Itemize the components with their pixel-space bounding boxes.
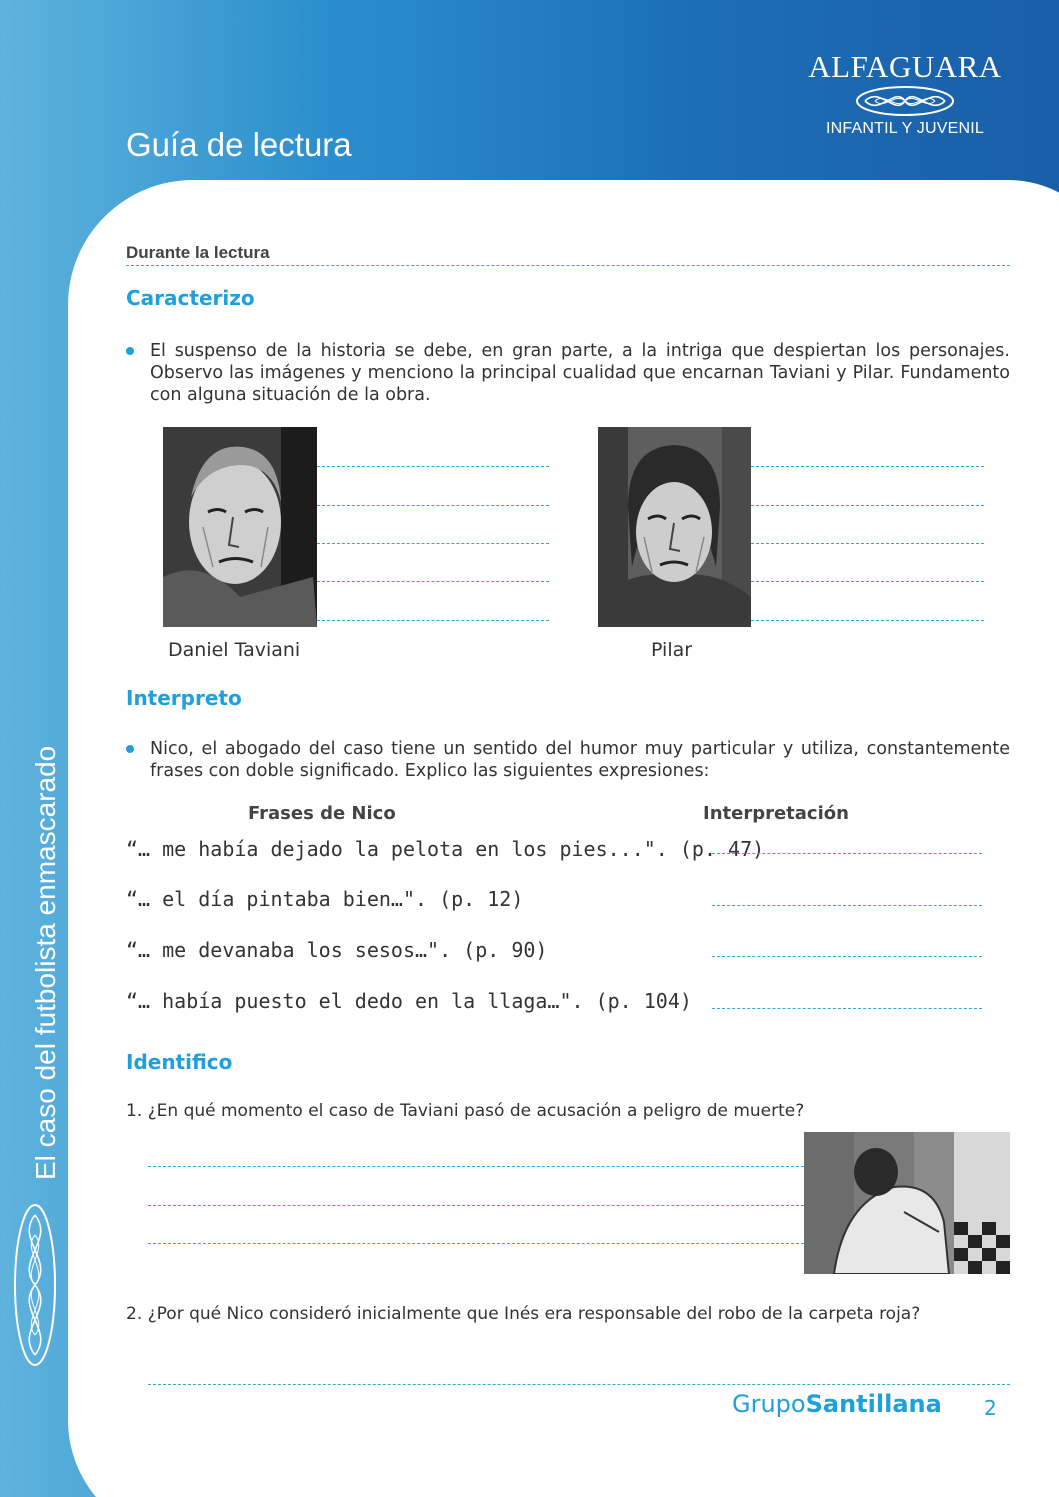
logo-wordmark: ALFAGUARA — [808, 49, 1002, 84]
man-portrait-icon — [163, 427, 317, 627]
section-kicker: Durante la lectura — [126, 243, 1010, 266]
answer-line[interactable] — [751, 505, 984, 506]
taviani-caption: Daniel Taviani — [168, 639, 301, 661]
answer-line[interactable] — [317, 466, 549, 467]
answer-line[interactable] — [751, 543, 984, 544]
answer-line[interactable] — [317, 505, 549, 506]
heading-identifico: Identifico — [126, 1050, 233, 1074]
answer-line[interactable] — [317, 543, 549, 544]
answer-line[interactable] — [712, 905, 982, 906]
caracterizo-instruction — [126, 340, 1010, 406]
book-title-vertical: El caso del futbolista enmascarado — [30, 745, 61, 1180]
page-number: 2 — [984, 1396, 997, 1420]
answer-line[interactable] — [751, 466, 984, 467]
question-2: 2. ¿Por qué Nico consideró inicialmente que Inés era responsable del robo de la carpeta roja? — [126, 1304, 921, 1324]
answer-line[interactable] — [148, 1243, 804, 1244]
logo-subtitle: INFANTIL Y JUVENIL — [825, 120, 985, 137]
brand-bold: Santillana — [805, 1390, 942, 1418]
page-title: Guía de lectura — [126, 126, 352, 163]
bullet-icon — [126, 347, 134, 355]
answer-line[interactable] — [712, 956, 982, 957]
answer-line[interactable] — [148, 1384, 1010, 1385]
answer-line[interactable] — [712, 1008, 982, 1009]
heading-interpreto: Interpreto — [126, 686, 242, 710]
pilar-caption: Pilar — [651, 639, 693, 661]
bullet-icon — [126, 745, 134, 753]
phrase-item: “… había puesto el dedo en la llaga…". (p. 104) — [126, 989, 692, 1013]
heading-caracterizo: Caracterizo — [126, 286, 255, 310]
brand-light: Grupo — [732, 1390, 806, 1418]
answer-line[interactable] — [148, 1166, 804, 1167]
answer-line[interactable] — [317, 620, 549, 621]
col-head-interpretation: Interpretación — [703, 803, 849, 824]
answer-line[interactable] — [317, 581, 549, 582]
footer-brand — [732, 1390, 942, 1418]
woman-portrait-icon — [598, 427, 751, 627]
question-1: 1. ¿En qué momento el caso de Taviani pasó de acusación a peligro de muerte? — [126, 1101, 805, 1121]
pilar-portrait — [598, 427, 751, 627]
phrase-item: “… me devanaba los sesos…". (p. 90) — [126, 938, 548, 962]
scene-illustration — [804, 1132, 1010, 1274]
caracterizo-instruction-text: El suspenso de la historia se debe, en gran parte, a la intriga que despiertan los personajes. Observo las imágenes y menciono la principal cualidad que encarnan Taviani y Pilar. Fundamento con alguna situación de la obra. — [150, 341, 1010, 405]
col-head-phrases: Frases de Nico — [248, 803, 396, 824]
answer-line[interactable] — [751, 581, 984, 582]
taviani-portrait — [163, 427, 317, 627]
phrase-item: “… el día pintaba bien…". (p. 12) — [126, 887, 524, 911]
answer-line[interactable] — [148, 1205, 804, 1206]
interpreto-instruction — [126, 738, 1010, 782]
crouching-man-scene-icon — [804, 1132, 1010, 1274]
answer-line[interactable] — [712, 853, 982, 854]
answer-line[interactable] — [751, 620, 984, 621]
interpreto-instruction-text: Nico, el abogado del caso tiene un sentido del humor muy particular y utiliza, constantemente frases con doble significado. Explico las siguientes expresiones: — [150, 739, 1010, 781]
phrase-item: “… me había dejado la pelota en los pies...". (p. 47) — [126, 837, 765, 861]
